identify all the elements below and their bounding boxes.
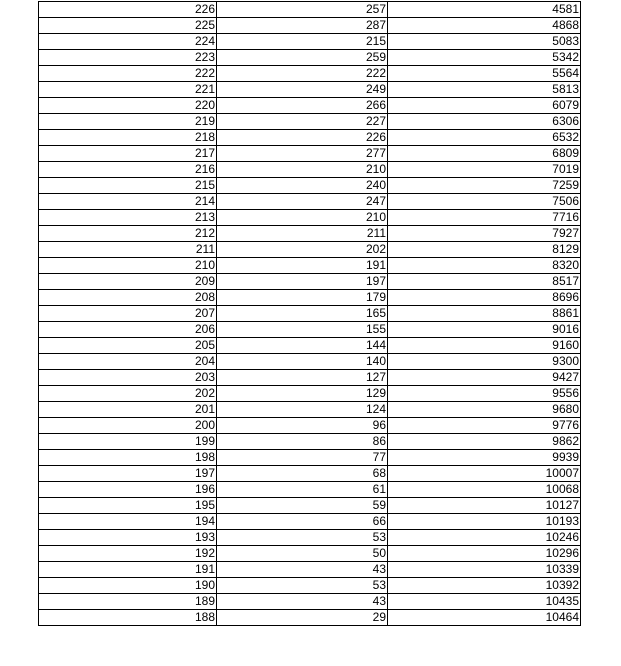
table-cell[interactable]: 211 — [217, 226, 388, 242]
table-cell[interactable]: 9939 — [388, 450, 581, 466]
table-cell[interactable]: 192 — [39, 546, 217, 562]
table-cell[interactable]: 61 — [217, 482, 388, 498]
table-row — [39, 610, 581, 626]
table-cell[interactable]: 204 — [39, 354, 217, 370]
table-cell[interactable]: 220 — [39, 98, 217, 114]
table-cell[interactable]: 215 — [39, 178, 217, 194]
table-cell[interactable]: 194 — [39, 514, 217, 530]
table-cell[interactable]: 191 — [39, 562, 217, 578]
table-cell[interactable]: 9300 — [388, 354, 581, 370]
table-cell[interactable]: 227 — [217, 114, 388, 130]
table-cell[interactable]: 86 — [217, 434, 388, 450]
table-row — [39, 306, 581, 322]
table-cell[interactable]: 210 — [217, 210, 388, 226]
table-row — [39, 210, 581, 226]
table-cell[interactable]: 208 — [39, 290, 217, 306]
table-row — [39, 402, 581, 418]
table-cell[interactable]: 155 — [217, 322, 388, 338]
table-cell[interactable]: 5813 — [388, 82, 581, 98]
table-cell[interactable]: 195 — [39, 498, 217, 514]
table-cell[interactable]: 43 — [217, 594, 388, 610]
table-cell[interactable]: 207 — [39, 306, 217, 322]
table-cell[interactable]: 209 — [39, 274, 217, 290]
table-cell[interactable]: 214 — [39, 194, 217, 210]
table-row — [39, 466, 581, 482]
table-cell[interactable]: 196 — [39, 482, 217, 498]
table-cell[interactable]: 10193 — [388, 514, 581, 530]
table-cell[interactable]: 9680 — [388, 402, 581, 418]
table-cell[interactable]: 10007 — [388, 466, 581, 482]
table-cell[interactable]: 9160 — [388, 338, 581, 354]
table-row — [39, 34, 581, 50]
table-cell[interactable]: 53 — [217, 578, 388, 594]
table-row — [39, 450, 581, 466]
table-cell[interactable]: 210 — [217, 162, 388, 178]
table-cell[interactable]: 277 — [217, 146, 388, 162]
table-cell[interactable]: 4868 — [388, 18, 581, 34]
table-cell[interactable]: 266 — [217, 98, 388, 114]
table-cell[interactable]: 68 — [217, 466, 388, 482]
table-row — [39, 338, 581, 354]
table-cell[interactable]: 249 — [217, 82, 388, 98]
table-cell[interactable]: 127 — [217, 370, 388, 386]
table-cell[interactable]: 9556 — [388, 386, 581, 402]
table-cell[interactable]: 140 — [217, 354, 388, 370]
table-cell[interactable]: 165 — [217, 306, 388, 322]
table-cell[interactable]: 8517 — [388, 274, 581, 290]
table-cell[interactable]: 8861 — [388, 306, 581, 322]
table-cell[interactable]: 222 — [39, 66, 217, 82]
table-cell[interactable]: 226 — [39, 2, 217, 18]
table-row — [39, 114, 581, 130]
table-row — [39, 370, 581, 386]
table-cell[interactable]: 7927 — [388, 226, 581, 242]
table-cell[interactable]: 215 — [217, 34, 388, 50]
table-cell[interactable]: 144 — [217, 338, 388, 354]
table-cell[interactable]: 10392 — [388, 578, 581, 594]
table-row — [39, 290, 581, 306]
table-cell[interactable]: 203 — [39, 370, 217, 386]
table-cell[interactable]: 9776 — [388, 418, 581, 434]
table-cell[interactable]: 225 — [39, 18, 217, 34]
table-cell[interactable]: 197 — [39, 466, 217, 482]
table-cell[interactable]: 9016 — [388, 322, 581, 338]
table-cell[interactable]: 257 — [217, 2, 388, 18]
table-cell[interactable]: 218 — [39, 130, 217, 146]
data-table — [38, 1, 581, 626]
table-cell[interactable]: 211 — [39, 242, 217, 258]
table-cell[interactable]: 7019 — [388, 162, 581, 178]
table-row — [39, 18, 581, 34]
table-cell[interactable]: 8129 — [388, 242, 581, 258]
table-cell[interactable]: 188 — [39, 610, 217, 626]
table-cell[interactable]: 212 — [39, 226, 217, 242]
table-cell[interactable]: 217 — [39, 146, 217, 162]
table-cell[interactable]: 7259 — [388, 178, 581, 194]
table-cell[interactable]: 189 — [39, 594, 217, 610]
table-cell[interactable]: 222 — [217, 66, 388, 82]
table-cell[interactable]: 247 — [217, 194, 388, 210]
table-cell[interactable]: 8320 — [388, 258, 581, 274]
table-row — [39, 578, 581, 594]
table-row — [39, 258, 581, 274]
table-cell[interactable]: 224 — [39, 34, 217, 50]
table-cell[interactable]: 179 — [217, 290, 388, 306]
table-cell[interactable]: 4581 — [388, 2, 581, 18]
table-cell[interactable]: 226 — [217, 130, 388, 146]
table-row — [39, 242, 581, 258]
table-row — [39, 178, 581, 194]
table-cell[interactable]: 219 — [39, 114, 217, 130]
table-row — [39, 274, 581, 290]
table-cell[interactable]: 201 — [39, 402, 217, 418]
table-cell[interactable]: 200 — [39, 418, 217, 434]
table-row — [39, 322, 581, 338]
table-row — [39, 546, 581, 562]
table-row — [39, 354, 581, 370]
table-cell[interactable]: 8696 — [388, 290, 581, 306]
table-cell[interactable]: 10339 — [388, 562, 581, 578]
table-cell[interactable]: 6532 — [388, 130, 581, 146]
table-row — [39, 514, 581, 530]
table-cell[interactable]: 53 — [217, 530, 388, 546]
table-cell[interactable]: 7506 — [388, 194, 581, 210]
table-cell[interactable]: 77 — [217, 450, 388, 466]
table-cell[interactable]: 50 — [217, 546, 388, 562]
table-cell[interactable]: 66 — [217, 514, 388, 530]
table-cell[interactable]: 10435 — [388, 594, 581, 610]
table-row — [39, 594, 581, 610]
table-body — [39, 2, 581, 626]
table-cell[interactable]: 9862 — [388, 434, 581, 450]
table-cell[interactable]: 197 — [217, 274, 388, 290]
table-row — [39, 2, 581, 18]
table-cell[interactable]: 7716 — [388, 210, 581, 226]
table-row — [39, 482, 581, 498]
table-cell[interactable]: 5342 — [388, 50, 581, 66]
table-cell[interactable]: 10296 — [388, 546, 581, 562]
table-cell[interactable]: 5083 — [388, 34, 581, 50]
table-cell[interactable]: 287 — [217, 18, 388, 34]
table-cell[interactable]: 206 — [39, 322, 217, 338]
table-cell[interactable]: 191 — [217, 258, 388, 274]
table-cell[interactable]: 59 — [217, 498, 388, 514]
table-row — [39, 98, 581, 114]
table-row — [39, 130, 581, 146]
table-row — [39, 146, 581, 162]
table-cell[interactable]: 9427 — [388, 370, 581, 386]
table-cell[interactable]: 6809 — [388, 146, 581, 162]
table-row — [39, 418, 581, 434]
table-row — [39, 498, 581, 514]
table-cell[interactable]: 199 — [39, 434, 217, 450]
table-row — [39, 434, 581, 450]
table-cell[interactable]: 205 — [39, 338, 217, 354]
table-cell[interactable]: 216 — [39, 162, 217, 178]
table-cell[interactable]: 5564 — [388, 66, 581, 82]
table-cell[interactable]: 43 — [217, 562, 388, 578]
table-cell[interactable]: 223 — [39, 50, 217, 66]
table-cell[interactable]: 6306 — [388, 114, 581, 130]
table-cell[interactable]: 10127 — [388, 498, 581, 514]
table-cell[interactable]: 210 — [39, 258, 217, 274]
table-row — [39, 50, 581, 66]
table-cell[interactable]: 240 — [217, 178, 388, 194]
table-cell[interactable]: 10246 — [388, 530, 581, 546]
table-cell[interactable]: 259 — [217, 50, 388, 66]
table-cell[interactable]: 96 — [217, 418, 388, 434]
table-row — [39, 194, 581, 210]
table-cell[interactable]: 10068 — [388, 482, 581, 498]
table-cell[interactable]: 129 — [217, 386, 388, 402]
table-cell[interactable]: 6079 — [388, 98, 581, 114]
table-row — [39, 162, 581, 178]
table-cell[interactable]: 221 — [39, 82, 217, 98]
table-cell[interactable]: 29 — [217, 610, 388, 626]
table-row — [39, 82, 581, 98]
table-cell[interactable]: 10464 — [388, 610, 581, 626]
table-cell[interactable]: 124 — [217, 402, 388, 418]
table-cell[interactable]: 202 — [217, 242, 388, 258]
table-cell[interactable]: 198 — [39, 450, 217, 466]
table-row — [39, 66, 581, 82]
table-cell[interactable]: 202 — [39, 386, 217, 402]
table-row — [39, 530, 581, 546]
table-cell[interactable]: 213 — [39, 210, 217, 226]
table-cell[interactable]: 193 — [39, 530, 217, 546]
table-row — [39, 226, 581, 242]
table-row — [39, 386, 581, 402]
table-row — [39, 562, 581, 578]
table-cell[interactable]: 190 — [39, 578, 217, 594]
